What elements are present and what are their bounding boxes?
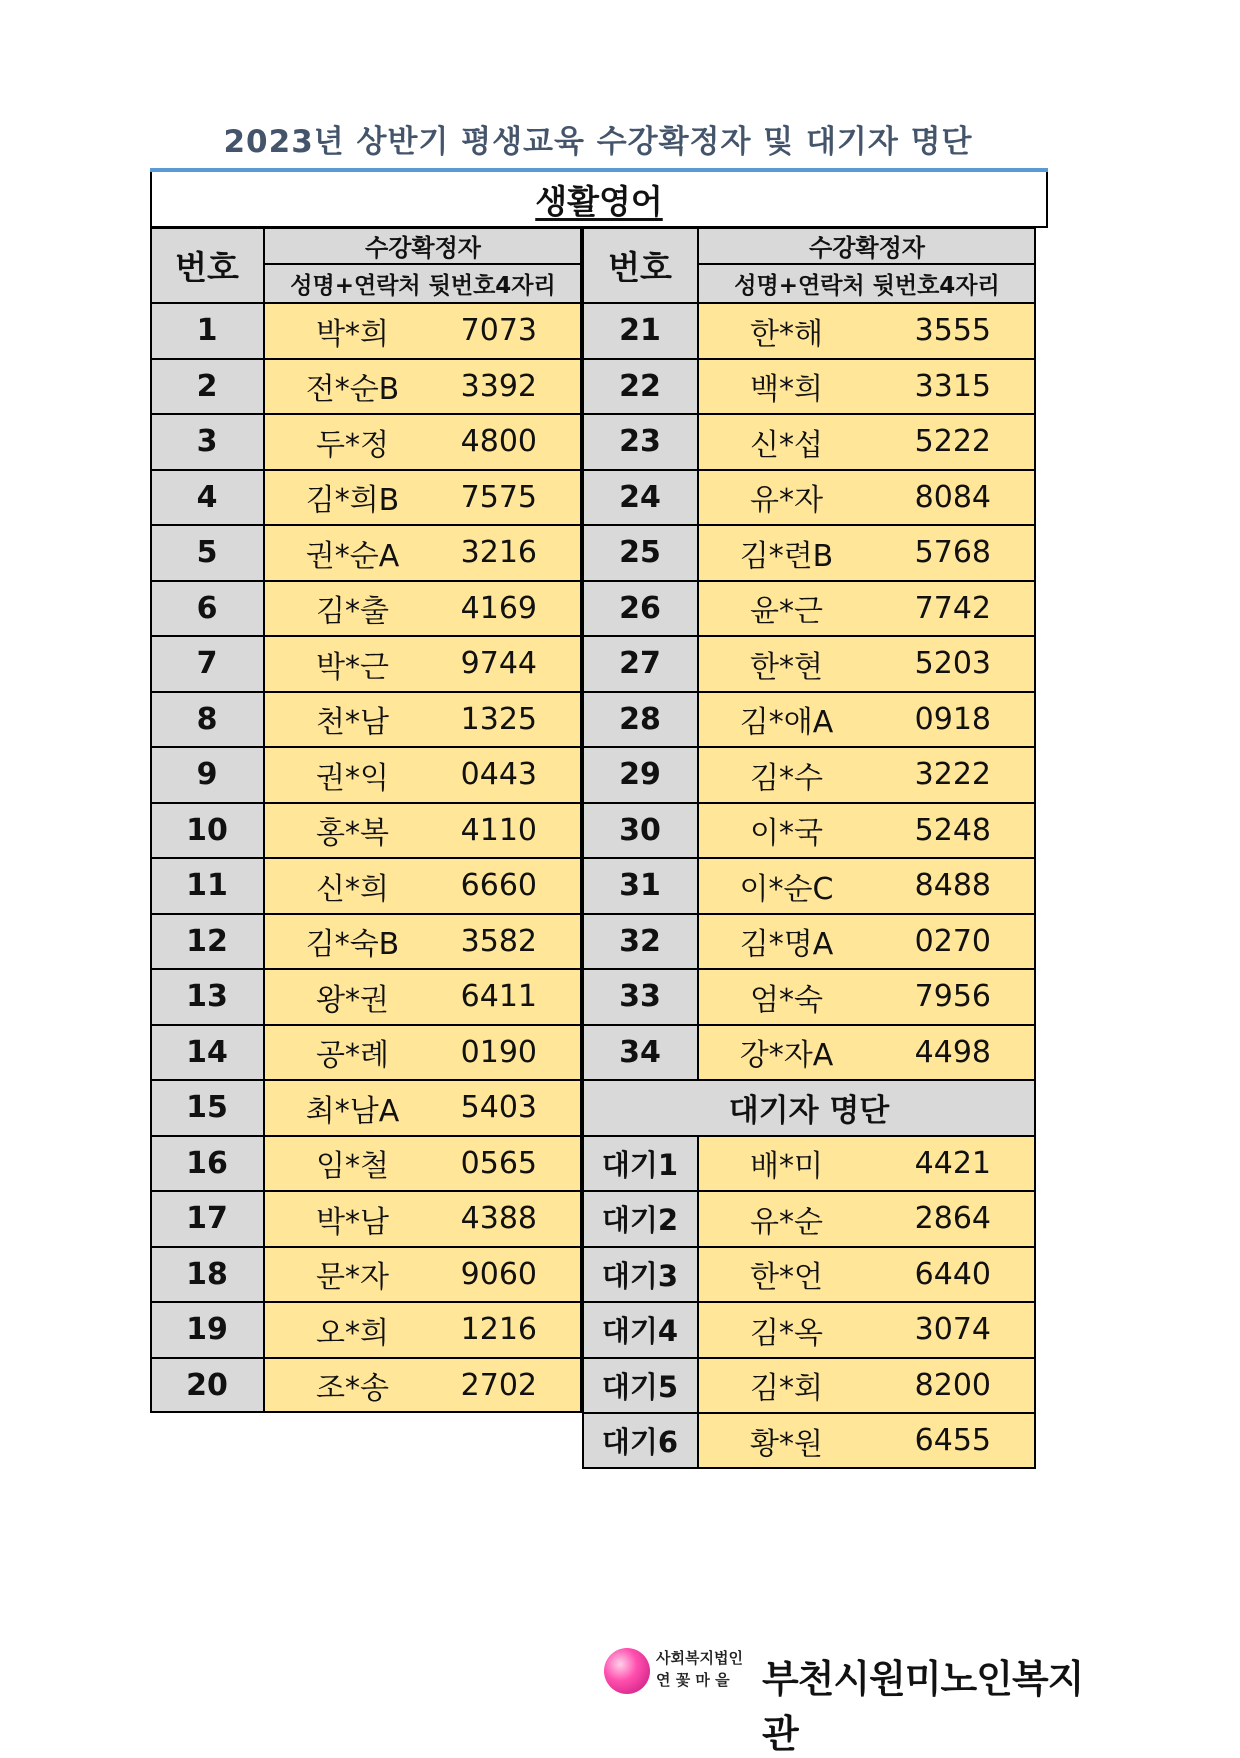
left-row-number: 14 xyxy=(150,1025,264,1081)
attendee-name: 최*남A xyxy=(305,1093,400,1129)
waitlist-row-number: 대기6 xyxy=(582,1413,698,1469)
attendee-name: 임*철 xyxy=(316,1149,389,1185)
left-row-number: 12 xyxy=(150,914,264,970)
attendee-name: 배*미 xyxy=(750,1149,823,1185)
attendee-name: 김*숙B xyxy=(305,927,400,963)
phone-last-four: 7073 xyxy=(460,313,537,349)
left-person-cell xyxy=(264,1080,582,1136)
left-row-number: 11 xyxy=(150,858,264,914)
left-person-cell xyxy=(264,1302,582,1358)
waitlist-title: 대기자 명단 xyxy=(582,1080,1036,1136)
waitlist-person-cell xyxy=(698,1358,1036,1414)
left-person-cell xyxy=(264,747,582,803)
phone-last-four: 4800 xyxy=(460,424,537,460)
right-person-cell xyxy=(698,747,1036,803)
attendee-name: 김*애A xyxy=(739,705,834,741)
attendee-name: 유*순 xyxy=(750,1204,823,1240)
waitlist-row-number: 대기5 xyxy=(582,1358,698,1414)
phone-last-four: 4169 xyxy=(460,590,537,626)
right-row-number: 30 xyxy=(582,803,698,859)
phone-last-four: 3216 xyxy=(460,535,537,571)
logo-center-name: 부천시원미노인복지관 xyxy=(762,1657,1084,1756)
right-row-number: 23 xyxy=(582,414,698,470)
attendee-name: 홍*복 xyxy=(316,816,389,852)
attendee-name: 한*현 xyxy=(750,649,823,685)
right-person-cell xyxy=(698,1025,1036,1081)
waitlist-row-number: 대기2 xyxy=(582,1191,698,1247)
right-row-number: 24 xyxy=(582,470,698,526)
left-person-cell xyxy=(264,470,582,526)
right-row-number: 22 xyxy=(582,359,698,415)
phone-last-four: 8084 xyxy=(914,479,991,515)
phone-last-four: 6440 xyxy=(914,1256,991,1292)
attendee-name: 박*남 xyxy=(316,1204,389,1240)
phone-last-four: 7956 xyxy=(914,979,991,1015)
right-person-cell xyxy=(698,692,1036,748)
left-row-number: 1 xyxy=(150,303,264,359)
right-row-number: 34 xyxy=(582,1025,698,1081)
left-row-number: 2 xyxy=(150,359,264,415)
attendee-name: 문*자 xyxy=(316,1260,389,1296)
left-row-number: 18 xyxy=(150,1247,264,1303)
left-person-cell xyxy=(264,914,582,970)
phone-last-four: 3222 xyxy=(914,757,991,793)
right-person-cell xyxy=(698,525,1036,581)
left-person-cell xyxy=(264,969,582,1025)
attendee-name: 전*순B xyxy=(305,372,400,408)
logo-org-type: 사회복지법인 xyxy=(656,1649,743,1667)
phone-last-four: 7575 xyxy=(460,479,537,515)
course-name: 생활영어 xyxy=(535,181,663,221)
right-row-number: 31 xyxy=(582,858,698,914)
phone-last-four: 0270 xyxy=(914,923,991,959)
attendee-name: 김*련B xyxy=(739,538,834,574)
phone-last-four: 8200 xyxy=(914,1367,991,1403)
attendee-name: 권*익 xyxy=(316,760,389,796)
phone-last-four: 5203 xyxy=(914,646,991,682)
phone-last-four: 4388 xyxy=(460,1201,537,1237)
left-row-number: 8 xyxy=(150,692,264,748)
attendee-name: 조*송 xyxy=(316,1371,389,1407)
phone-last-four: 5222 xyxy=(914,424,991,460)
attendee-name: 김*출 xyxy=(316,594,389,630)
attendee-name: 김*희B xyxy=(305,483,400,519)
attendee-name: 김*명A xyxy=(739,927,834,963)
left-person-cell xyxy=(264,636,582,692)
right-row-number: 33 xyxy=(582,969,698,1025)
attendee-name: 신*섭 xyxy=(750,427,823,463)
attendee-name: 황*원 xyxy=(750,1426,823,1462)
phone-last-four: 6455 xyxy=(914,1423,991,1459)
attendee-name: 천*남 xyxy=(316,705,389,741)
right-row-number: 27 xyxy=(582,636,698,692)
waitlist-row-number: 대기3 xyxy=(582,1247,698,1303)
waitlist-row-number: 대기1 xyxy=(582,1136,698,1192)
left-row-number: 19 xyxy=(150,1302,264,1358)
left-row-number: 10 xyxy=(150,803,264,859)
attendee-name: 두*정 xyxy=(316,427,389,463)
right-person-cell xyxy=(698,581,1036,637)
attendee-name: 박*희 xyxy=(316,316,389,352)
left-person-cell xyxy=(264,692,582,748)
phone-last-four: 0918 xyxy=(914,701,991,737)
phone-last-four: 9060 xyxy=(460,1256,537,1292)
left-person-cell xyxy=(264,414,582,470)
right-header-number: 번호 xyxy=(582,227,698,303)
waitlist-row-number: 대기4 xyxy=(582,1302,698,1358)
attendee-name: 김*수 xyxy=(750,760,823,796)
left-row-number: 13 xyxy=(150,969,264,1025)
left-person-cell xyxy=(264,1191,582,1247)
logo-foundation-text xyxy=(656,1647,743,1691)
attendee-name: 신*희 xyxy=(316,871,389,907)
left-row-number: 3 xyxy=(150,414,264,470)
phone-last-four: 3392 xyxy=(460,368,537,404)
right-row-number: 29 xyxy=(582,747,698,803)
left-person-cell xyxy=(264,581,582,637)
attendee-name: 왕*권 xyxy=(316,982,389,1018)
left-row-number: 20 xyxy=(150,1358,264,1414)
right-person-cell xyxy=(698,858,1036,914)
phone-last-four: 2864 xyxy=(914,1201,991,1237)
phone-last-four: 1325 xyxy=(460,701,537,737)
left-row-number: 9 xyxy=(150,747,264,803)
phone-last-four: 3582 xyxy=(460,923,537,959)
attendee-name: 유*자 xyxy=(750,483,823,519)
left-person-cell xyxy=(264,803,582,859)
left-row-number: 4 xyxy=(150,470,264,526)
left-person-cell xyxy=(264,1136,582,1192)
phone-last-four: 8488 xyxy=(914,868,991,904)
left-header-confirmed: 수강확정자 xyxy=(264,227,582,264)
right-person-cell xyxy=(698,636,1036,692)
right-person-cell xyxy=(698,914,1036,970)
waitlist-person-cell xyxy=(698,1302,1036,1358)
attendee-name: 박*근 xyxy=(316,649,389,685)
left-row-number: 17 xyxy=(150,1191,264,1247)
left-person-cell xyxy=(264,303,582,359)
phone-last-four: 3315 xyxy=(914,368,991,404)
phone-last-four: 3555 xyxy=(914,313,991,349)
phone-last-four: 7742 xyxy=(914,590,991,626)
right-row-number: 32 xyxy=(582,914,698,970)
phone-last-four: 5768 xyxy=(914,535,991,571)
phone-last-four: 5248 xyxy=(914,812,991,848)
right-person-cell xyxy=(698,969,1036,1025)
course-name-banner xyxy=(150,172,1048,228)
right-row-number: 26 xyxy=(582,581,698,637)
right-row-number: 21 xyxy=(582,303,698,359)
lotus-logo-icon xyxy=(604,1648,650,1694)
left-header-name-phone: 성명+연락처 뒷번호4자리 xyxy=(264,264,582,303)
left-person-cell xyxy=(264,525,582,581)
attendee-name: 권*순A xyxy=(305,538,400,574)
attendee-name: 백*희 xyxy=(750,372,823,408)
attendee-name: 오*희 xyxy=(316,1315,389,1351)
attendee-name: 강*자A xyxy=(739,1038,834,1074)
phone-last-four: 0443 xyxy=(460,757,537,793)
attendee-name: 공*례 xyxy=(316,1038,389,1074)
left-row-number: 15 xyxy=(150,1080,264,1136)
phone-last-four: 3074 xyxy=(914,1312,991,1348)
phone-last-four: 0565 xyxy=(460,1145,537,1181)
phone-last-four: 9744 xyxy=(460,646,537,682)
phone-last-four: 4110 xyxy=(460,812,537,848)
right-header-confirmed: 수강확정자 xyxy=(698,227,1036,264)
left-row-number: 16 xyxy=(150,1136,264,1192)
attendee-name: 김*회 xyxy=(750,1371,823,1407)
phone-last-four: 4421 xyxy=(914,1145,991,1181)
left-person-cell xyxy=(264,858,582,914)
right-row-number: 25 xyxy=(582,525,698,581)
right-row-number: 28 xyxy=(582,692,698,748)
right-person-cell xyxy=(698,803,1036,859)
left-header-number: 번호 xyxy=(150,227,264,303)
phone-last-four: 6660 xyxy=(460,868,537,904)
left-row-number: 6 xyxy=(150,581,264,637)
right-person-cell xyxy=(698,303,1036,359)
attendee-name: 이*순C xyxy=(739,871,834,907)
attendee-name: 윤*근 xyxy=(750,594,823,630)
phone-last-four: 2702 xyxy=(460,1367,537,1403)
right-person-cell xyxy=(698,359,1036,415)
waitlist-person-cell xyxy=(698,1247,1036,1303)
attendee-name: 엄*숙 xyxy=(750,982,823,1018)
organization-logo xyxy=(604,1644,1094,1756)
phone-last-four: 1216 xyxy=(460,1312,537,1348)
phone-last-four: 0190 xyxy=(460,1034,537,1070)
attendee-name: 한*언 xyxy=(750,1260,823,1296)
phone-last-four: 4498 xyxy=(914,1034,991,1070)
right-person-cell xyxy=(698,414,1036,470)
right-header-name-phone: 성명+연락처 뒷번호4자리 xyxy=(698,264,1036,303)
phone-last-four: 5403 xyxy=(460,1090,537,1126)
left-person-cell xyxy=(264,359,582,415)
left-person-cell xyxy=(264,1025,582,1081)
attendee-name: 김*옥 xyxy=(750,1315,823,1351)
left-row-number: 7 xyxy=(150,636,264,692)
right-person-cell xyxy=(698,470,1036,526)
page-title: 2023년 상반기 평생교육 수강확정자 및 대기자 명단 xyxy=(223,124,973,160)
attendee-name: 한*해 xyxy=(750,316,823,352)
left-person-cell xyxy=(264,1247,582,1303)
left-person-cell xyxy=(264,1358,582,1414)
logo-foundation-name: 연 꽃 마 을 xyxy=(656,1671,730,1689)
waitlist-person-cell xyxy=(698,1191,1036,1247)
waitlist-person-cell xyxy=(698,1136,1036,1192)
attendee-name: 이*국 xyxy=(750,816,823,852)
left-row-number: 5 xyxy=(150,525,264,581)
phone-last-four: 6411 xyxy=(460,979,537,1015)
waitlist-person-cell xyxy=(698,1413,1036,1469)
